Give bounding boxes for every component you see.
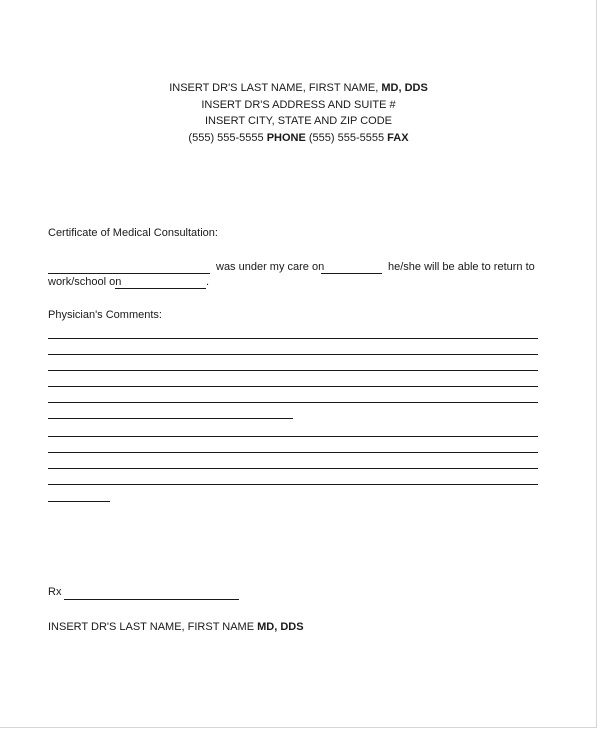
comment-line[interactable] — [48, 484, 538, 485]
comments-heading: Physician's Comments: — [48, 309, 162, 321]
comment-line[interactable] — [48, 370, 538, 371]
doctor-letterhead — [0, 80, 597, 146]
return-text: he/she will be able to return to — [388, 261, 535, 273]
phone-label: PHONE — [266, 131, 306, 144]
comment-line[interactable] — [48, 468, 538, 469]
signature-name: INSERT DR'S LAST NAME, FIRST NAME — [48, 621, 258, 633]
return-date-blank[interactable] — [115, 288, 206, 289]
doctor-name-text: INSERT DR'S LAST NAME, FIRST NAME, — [169, 82, 382, 94]
comment-line[interactable] — [48, 354, 538, 355]
signature-credentials: MD, DDS — [257, 621, 304, 633]
care-date-blank[interactable] — [321, 273, 382, 274]
fax-number: (555) 555-5555 — [305, 131, 388, 144]
comment-line[interactable] — [48, 452, 538, 453]
rx-blank[interactable] — [64, 599, 239, 600]
certificate-heading: Certificate of Medical Consultation: — [48, 227, 218, 239]
comment-line[interactable] — [48, 436, 538, 437]
doctor-name-line — [0, 80, 597, 97]
phone-number: (555) 555-5555 — [188, 131, 267, 144]
doctor-contact-line — [0, 130, 597, 147]
signature-line — [48, 621, 304, 634]
fax-label: FAX — [387, 131, 409, 144]
comment-line[interactable] — [48, 338, 538, 339]
patient-name-blank[interactable] — [48, 273, 210, 274]
comment-line[interactable] — [48, 386, 538, 387]
sentence-period: . — [206, 276, 210, 288]
doctor-city-line: INSERT CITY, STATE AND ZIP CODE — [204, 115, 393, 127]
comment-line[interactable] — [48, 402, 538, 403]
comment-line[interactable] — [48, 501, 110, 502]
rx-label: Rx — [48, 586, 62, 598]
comment-line[interactable] — [48, 418, 293, 419]
work-school-label: work/school on — [48, 276, 122, 288]
doctor-address-line: INSERT DR'S ADDRESS AND SUITE # — [201, 98, 396, 111]
doctor-credentials: MD, DDS — [381, 82, 428, 94]
care-text: was under my care on — [216, 261, 325, 273]
